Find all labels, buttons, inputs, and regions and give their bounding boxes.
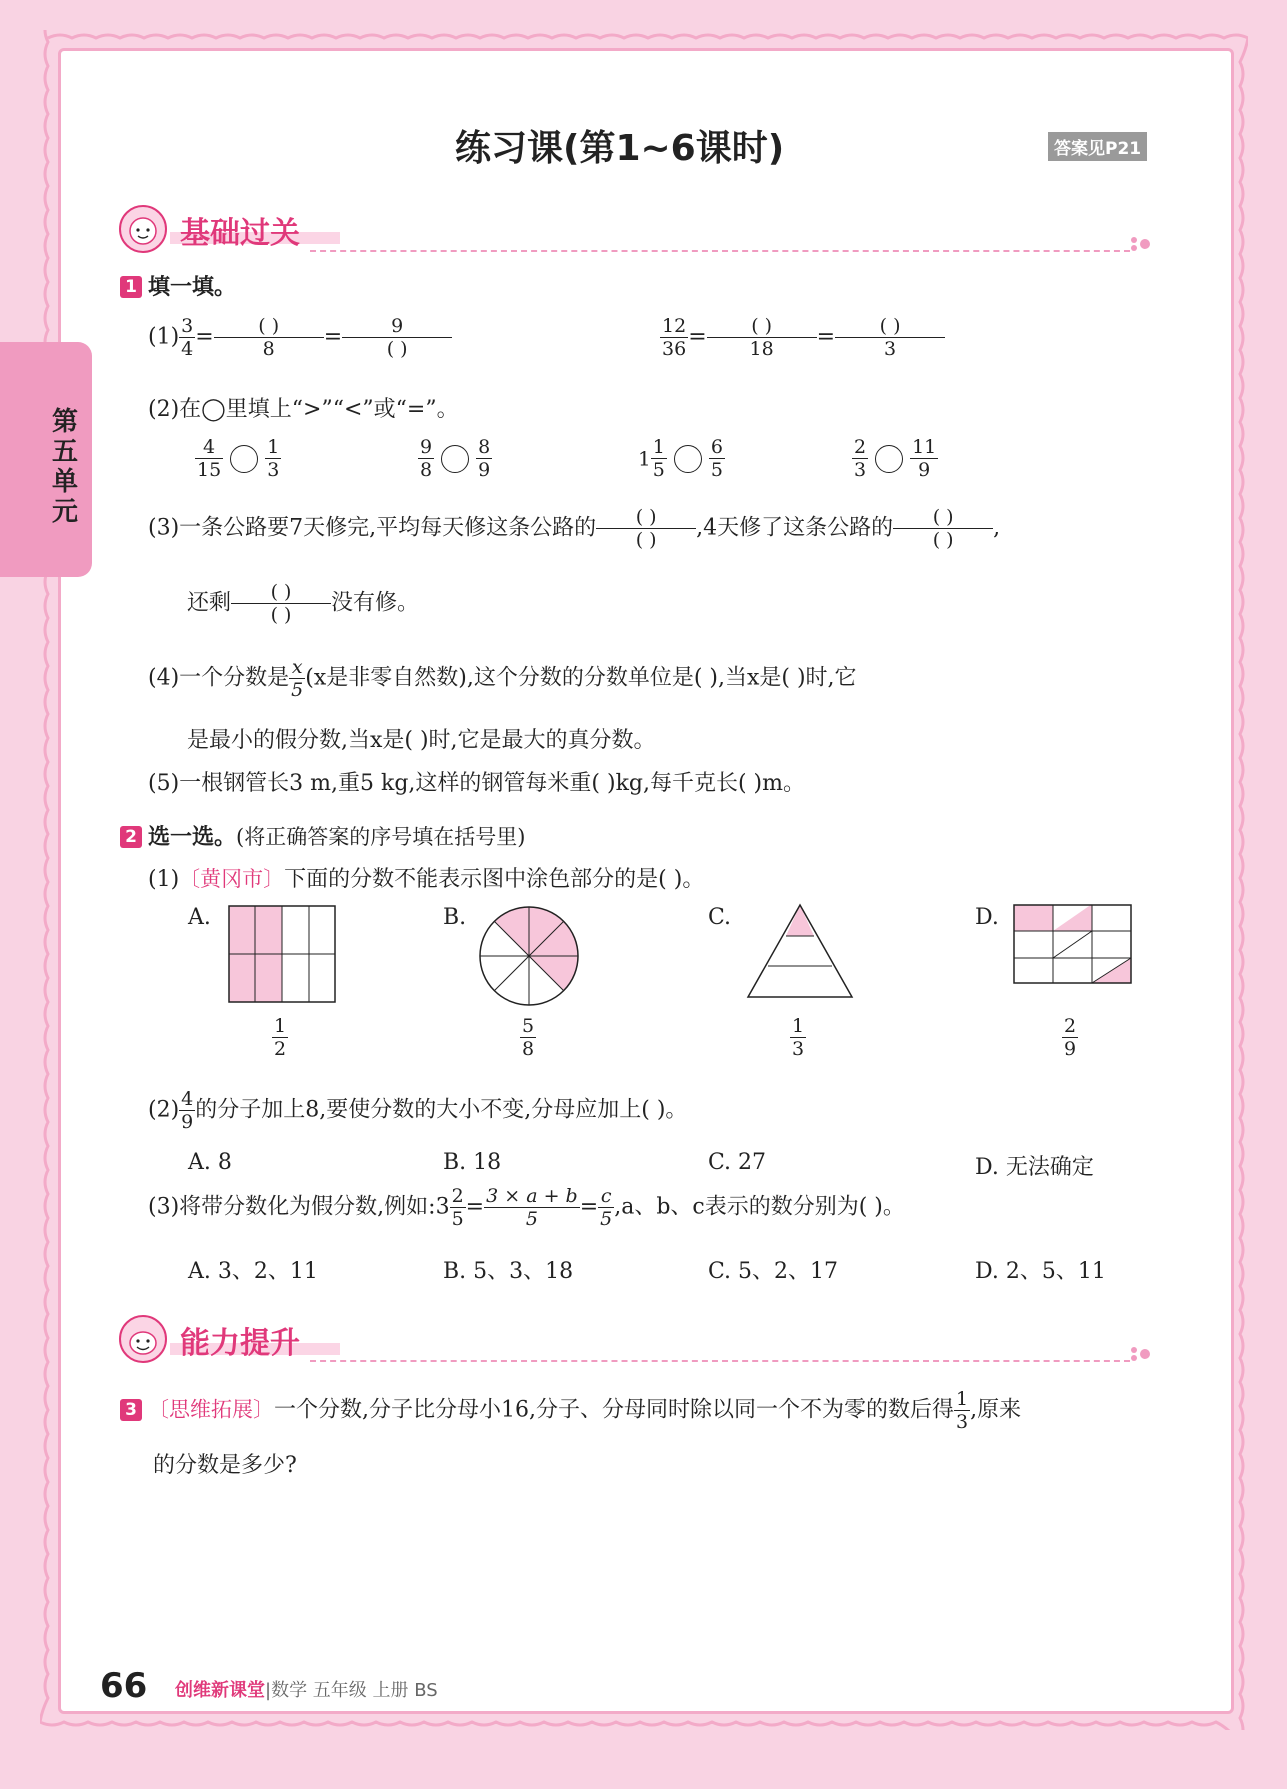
q1-part4-line2: 是最小的假分数,当x是( )时,它是最大的真分数。 — [187, 728, 656, 753]
dots-ornament-icon — [1128, 1344, 1158, 1364]
q3-line2: 的分数是多少? — [153, 1453, 297, 1478]
fig-c-label: C. — [708, 905, 732, 930]
dots-ornament-icon — [1128, 234, 1158, 254]
section2-divider — [310, 1360, 1130, 1362]
frac-12-36: $\frac{12}{36}$ — [662, 315, 687, 360]
equals-sign: = — [816, 324, 836, 350]
q1-part1b — [660, 315, 945, 360]
region-tag: 〔黄冈市〕 — [179, 867, 285, 891]
blank-frac-over-3[interactable]: $\frac{( )}{3}$ — [835, 315, 945, 360]
section1-heading: 基础过关 — [180, 216, 300, 251]
fig-c-triangle — [746, 903, 854, 999]
fig-a-rectangle-grid — [228, 905, 336, 1003]
q1-p1-label: (1) — [148, 324, 180, 350]
unit-label: 第五单元 — [51, 407, 78, 527]
q2-part2: (2) $\frac{4}{9}$ 的分子加上8,要使分数的大小不变,分母应加上( )。 — [148, 1088, 688, 1133]
compare-item-2: $\frac{9}{8}$ $\frac{8}{9}$ — [420, 436, 491, 481]
q2-number: 2 — [120, 826, 142, 848]
blank-frac[interactable]: $\frac{( )}{( )}$ — [231, 581, 331, 626]
q2-p2-option-c[interactable]: C. 27 — [708, 1150, 767, 1175]
compare-circle[interactable] — [441, 445, 469, 473]
brand-name: 创维新课堂 — [175, 1680, 265, 1701]
answer-reference: 答案见P21 — [1048, 132, 1147, 161]
q1-part4-line1: (4)一个分数是 $\frac{x}{5}$ (x是非零自然数),这个分数的分数单位是( ),当x是( )时,它 — [148, 656, 857, 701]
q2-p3-option-b[interactable]: B. 5、3、18 — [443, 1259, 574, 1284]
compare-circle[interactable] — [875, 445, 903, 473]
page-title: 练习课(第1~6课时) — [455, 128, 785, 169]
q1-part3-line2: 还剩 $\frac{( )}{( )}$ 没有修。 — [187, 581, 420, 626]
mascot-girl-icon — [115, 203, 171, 255]
section1-divider — [310, 250, 1130, 252]
q2-p3-option-c[interactable]: C. 5、2、17 — [708, 1259, 839, 1284]
q2-p3-option-a[interactable]: A. 3、2、11 — [188, 1259, 318, 1284]
fig-d-label: D. — [975, 905, 999, 930]
q2-p2-option-d[interactable]: D. 无法确定 — [975, 1155, 1094, 1180]
q2-part1: (1)〔黄冈市〕下面的分数不能表示图中涂色部分的是( )。 — [148, 867, 705, 892]
blank-frac-over-18[interactable]: $\frac{( )}{18}$ — [707, 315, 817, 360]
q3-number: 3 — [120, 1399, 142, 1421]
blank-frac[interactable]: $\frac{( )}{( )}$ — [596, 506, 696, 551]
q1-part1a — [148, 315, 452, 360]
fig-d-fraction: $\frac{2}{9}$ — [1064, 1015, 1077, 1060]
q2-header — [120, 820, 525, 851]
compare-item-3: 1 $\frac{1}{5}$ $\frac{6}{5}$ — [638, 436, 723, 481]
compare-item-1: $\frac{4}{15}$ $\frac{1}{3}$ — [197, 436, 280, 481]
unit-side-tab — [0, 342, 92, 577]
q1-title: 填一填。 — [148, 275, 237, 300]
q3-line1: 3 〔思维拓展〕一个分数,分子比分母小16,分子、分母同时除以同一个不为零的数后得 $\frac{1}{3}$ ,原来 — [120, 1388, 1021, 1433]
q1-header — [120, 270, 236, 301]
fig-a-fraction: $\frac{1}{2}$ — [274, 1015, 287, 1060]
book-info: 数学 五年级 上册 BS — [271, 1680, 438, 1701]
equals-sign: = — [688, 324, 707, 350]
fig-c-fraction: $\frac{1}{3}$ — [792, 1015, 805, 1060]
blank-frac-over-8[interactable]: $\frac{( )}{8}$ — [214, 315, 324, 360]
fig-b-fraction: $\frac{5}{8}$ — [522, 1015, 535, 1060]
q2-note: (将正确答案的序号填在括号里) — [236, 825, 526, 849]
page-number: 66 — [100, 1666, 148, 1706]
q2-title: 选一选。 — [148, 825, 237, 850]
q2-p2-option-b[interactable]: B. 18 — [443, 1150, 502, 1175]
fig-d-grid — [1012, 903, 1132, 985]
blank-frac[interactable]: $\frac{( )}{( )}$ — [893, 506, 993, 551]
q2-p2-option-a[interactable]: A. 8 — [188, 1150, 232, 1175]
fig-b-circle — [478, 905, 580, 1007]
equals-sign: = — [323, 324, 343, 350]
compare-item-4: $\frac{2}{3}$ $\frac{11}{9}$ — [854, 436, 937, 481]
fig-b-label: B. — [443, 905, 467, 930]
mascot-monkey-icon — [115, 1313, 171, 1365]
q1-part5: (5)一根钢管长3 m,重5 kg,这样的钢管每米重( )kg,每千克长( )m。 — [148, 771, 805, 796]
q1-number: 1 — [120, 276, 142, 298]
blank-frac-9-over[interactable]: $\frac{9}{( )}$ — [342, 315, 452, 360]
equals-sign: = — [195, 324, 214, 350]
frac-3-4: $\frac{3}{4}$ — [181, 315, 194, 360]
footer-info: 创维新课堂|数学 五年级 上册 BS — [175, 1680, 438, 1701]
compare-circle[interactable] — [674, 445, 702, 473]
compare-circle[interactable] — [230, 445, 258, 473]
fig-a-label: A. — [188, 905, 211, 930]
section2-heading: 能力提升 — [180, 1326, 300, 1361]
q2-p3-option-d[interactable]: D. 2、5、11 — [975, 1259, 1106, 1284]
thinking-tag: 〔思维拓展〕 — [148, 1397, 274, 1422]
q1-part3-line1: (3)一条公路要7天修完,平均每天修这条公路的 $\frac{( )}{( )}$ ,4天修了这条公路的 $\frac{( )}{( )}$ , — [148, 506, 1001, 551]
q1-part2-instruction: (2)在◯里填上“>”“<”或“=”。 — [148, 397, 459, 422]
q2-part3: (3)将带分数化为假分数,例如:3 $\frac{2}{5}$ = $\frac{3 \times a + b}{5}$ = $\frac{c}{5}$ ,a、b、c表示的数分别为( )。 — [148, 1185, 905, 1230]
